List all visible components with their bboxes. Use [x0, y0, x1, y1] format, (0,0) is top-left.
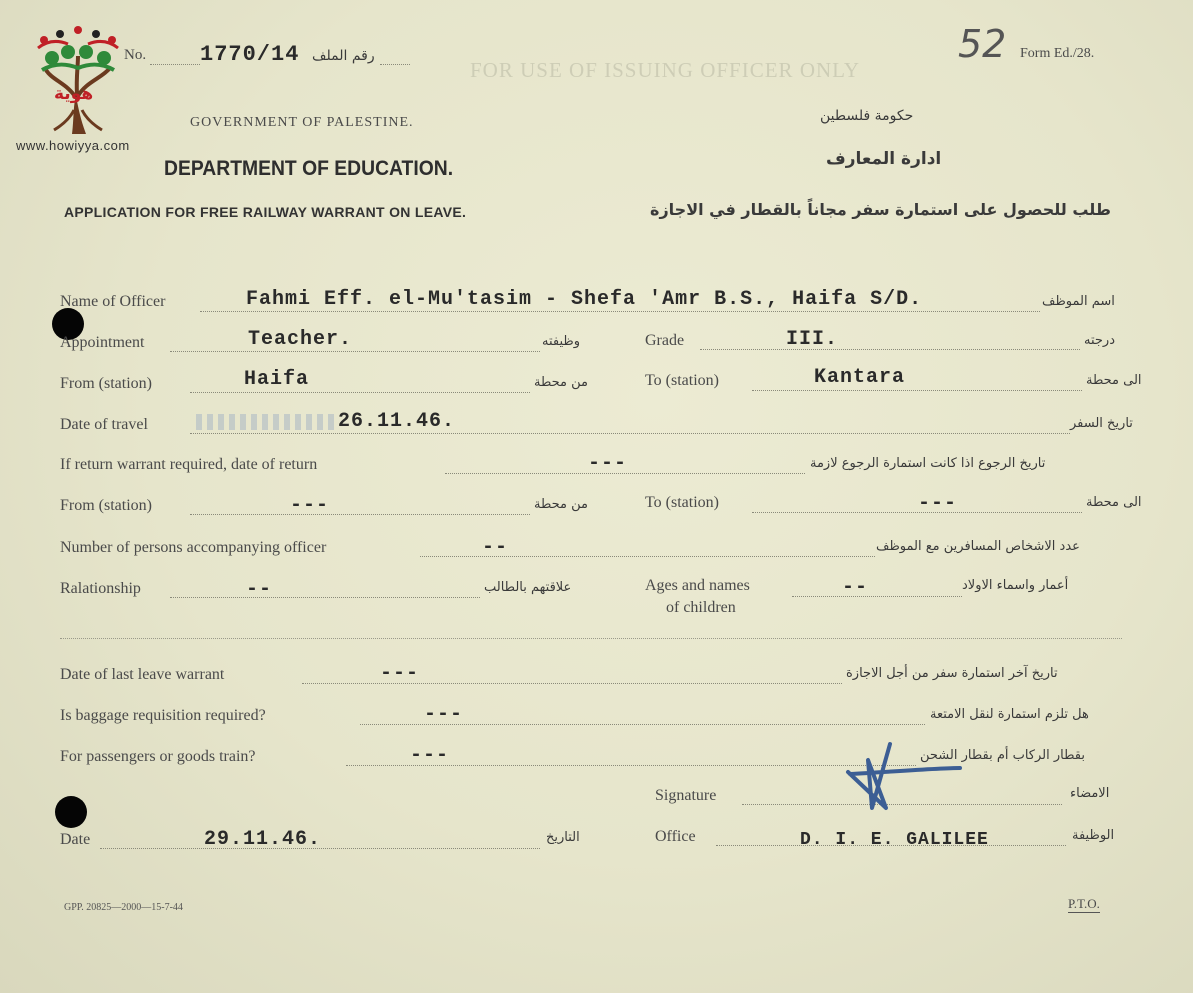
grade-label: Grade — [645, 332, 685, 349]
baggage-label-arabic: هل تلزم استمارة لنقل الامتعة — [930, 707, 1089, 722]
pto-label: P.T.O. — [1068, 896, 1100, 911]
return-date-label-arabic: تاريخ الرجوع اذا كانت استمارة الرجوع لازمة — [810, 456, 1046, 471]
baggage-value: --- — [424, 703, 464, 726]
return-from-value: --- — [290, 494, 330, 517]
form-title: APPLICATION FOR FREE RAILWAY WARRANT ON LEAVE. — [64, 204, 467, 220]
date-of-travel-value: 26.11.46. — [338, 410, 456, 433]
file-no-label-arabic: رقم الملف — [312, 48, 375, 64]
last-leave-label: Date of last leave warrant — [60, 666, 225, 683]
train-label-arabic: بقطار الركاب أم بقطار الشحن — [920, 748, 1085, 763]
erased-text-mark — [196, 414, 336, 430]
persons-label: Number of persons accompanying officer — [60, 539, 327, 556]
date-label-arabic: التاريخ — [546, 830, 580, 845]
office-value: D. I. E. GALILEE — [800, 830, 989, 850]
return-to-label: To (station) — [645, 494, 719, 511]
children-label-arabic: أعمار واسماء الاولاد — [962, 578, 1069, 593]
train-label: For passengers or goods train? — [60, 748, 256, 765]
to-station-label: To (station) — [645, 372, 719, 389]
office-label-arabic: الوظيفة — [1072, 828, 1115, 843]
office-label: Office — [655, 828, 696, 845]
watermark-url: www.howiyya.com — [16, 138, 130, 153]
form-title-arabic: طلب للحصول على استمارة سفر مجاناً بالقطار في الاجازة — [650, 200, 1111, 219]
date-of-travel-label-arabic: تاريخ السفر — [1070, 416, 1133, 431]
last-leave-value: --- — [380, 662, 420, 685]
government-heading-arabic: حكومة فلسطين — [820, 108, 914, 124]
howiyya-logo — [28, 18, 128, 136]
name-label-arabic: اسم الموظف — [1042, 294, 1115, 309]
appointment-label-arabic: وظيفته — [542, 334, 581, 349]
punch-hole — [55, 796, 87, 828]
children-label-line1: Ages and names — [645, 577, 750, 594]
handwritten-signature — [828, 738, 968, 818]
appointment-value: Teacher. — [248, 328, 353, 351]
grade-label-arabic: درجته — [1084, 333, 1115, 348]
handwritten-number: 52 — [958, 22, 1007, 66]
return-to-value: --- — [918, 492, 958, 515]
print-reference: GPP. 20825—2000—15-7-44 — [64, 902, 183, 913]
date-label: Date — [60, 831, 91, 848]
file-number: 1770/14 — [200, 42, 300, 67]
department-heading: DEPARTMENT OF EDUCATION. — [164, 157, 454, 180]
file-no-label: No. — [124, 47, 147, 63]
tree-logo-icon — [28, 18, 128, 136]
relationship-label: Ralationship — [60, 580, 141, 597]
signature-label: Signature — [655, 787, 717, 804]
grade-value: III. — [786, 328, 839, 351]
baggage-label: Is baggage requisition required? — [60, 707, 266, 724]
logo-arabic-text: هوية — [54, 84, 94, 104]
return-to-label-arabic: الى محطة — [1086, 495, 1142, 510]
name-label: Name of Officer — [60, 293, 166, 310]
relationship-label-arabic: علاقتهم بالطالب — [484, 580, 572, 595]
date-value: 29.11.46. — [204, 828, 322, 851]
relationship-value: -- — [246, 578, 273, 601]
persons-value: -- — [482, 536, 509, 559]
persons-label-arabic: عدد الاشخاص المسافرين مع الموظف — [876, 539, 1080, 554]
to-station-value: Kantara — [814, 366, 906, 389]
children-label-line2: of children — [666, 599, 736, 616]
date-of-travel-label: Date of travel — [60, 416, 148, 433]
appointment-label: Appointment — [60, 334, 145, 351]
children-value: -- — [842, 576, 869, 599]
return-from-label-arabic: من محطة — [534, 497, 588, 512]
last-leave-label-arabic: تاريخ آخر استمارة سفر من أجل الاجازة — [846, 666, 1058, 681]
from-station-label: From (station) — [60, 375, 152, 392]
return-date-label: If return warrant required, date of return — [60, 456, 318, 473]
department-heading-arabic: ادارة المعارف — [826, 149, 942, 169]
to-station-label-arabic: الى محطة — [1086, 373, 1142, 388]
signature-label-arabic: الامضاء — [1070, 786, 1110, 801]
from-station-value: Haifa — [244, 368, 310, 391]
return-from-label: From (station) — [60, 497, 152, 514]
return-date-value: --- — [588, 452, 628, 475]
officer-name-value: Fahmi Eff. el-Mu'tasim - Shefa 'Amr B.S., Haifa S/D. — [246, 288, 923, 311]
bleed-through-text: FOR USE OF ISSUING OFFICER ONLY — [470, 58, 861, 82]
government-heading: GOVERNMENT OF PALESTINE. — [190, 115, 414, 130]
form-reference: Form Ed./28. — [1020, 46, 1095, 61]
from-station-label-arabic: من محطة — [534, 375, 588, 390]
train-value: --- — [410, 744, 450, 767]
